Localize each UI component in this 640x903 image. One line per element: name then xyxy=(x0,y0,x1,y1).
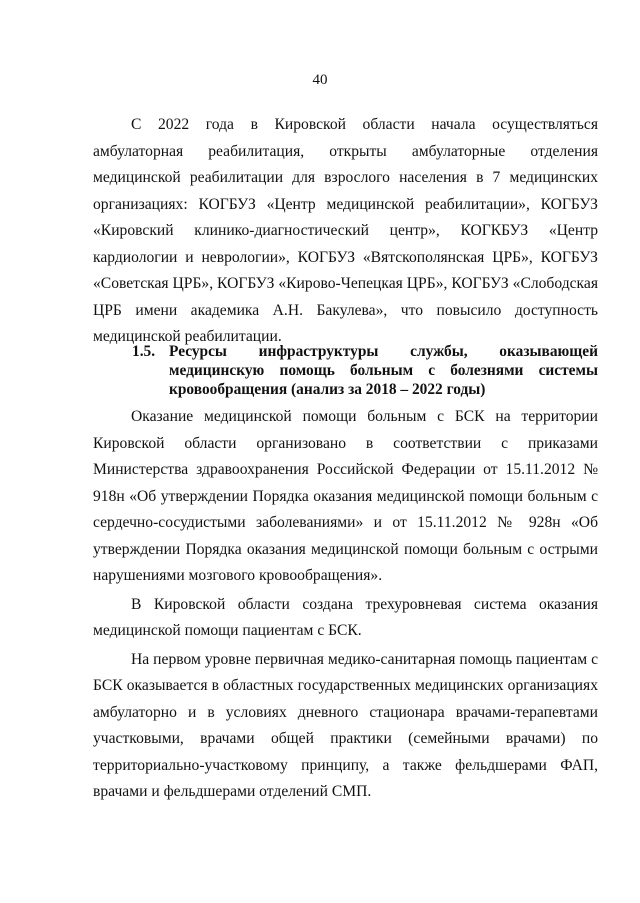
section-body xyxy=(93,404,598,806)
section-heading xyxy=(93,342,598,399)
section-number: 1.5. xyxy=(132,343,156,360)
body-paragraph-3: На первом уровне первичная медико-санитарная помощь пациентам с БСК оказывается в областных государственных медицинских организациях амбулаторно и в условиях дневного стационара врачами-терапевтами участковыми, врачами общей практики (семейными врачами) по территориально-участковому принципу, а также фельдшерами ФАП, врачами и фельдшерами отделений СМП. xyxy=(93,650,598,800)
body-paragraph-2: В Кировской области создана трехуровневая система оказания медицинской помощи пациентам с БСК. xyxy=(93,595,598,639)
section-title: Ресурсы инфраструктуры службы, оказывающей медицинскую помощь больным с болезнями системы кровообращения (анализ за 2018 – 2022 годы) xyxy=(169,343,598,398)
intro-paragraph: С 2022 года в Кировской области начала осуществляться амбулаторная реабилитация, открыты амбулаторные отделения медицинской реабилитации для взрослого населения в 7 медицинских организациях: КОГБУЗ «Центр медицинской реабилитации», КОГБУЗ «Кировский клинико-диагностический центр», КОГКБУЗ «Центр кардиологии и неврологии», КОГБУЗ «Вятскополянская ЦРБ», КОГБУЗ «Советская ЦРБ», КОГБУЗ «Кирово-Чепецкая ЦРБ», КОГБУЗ «Слободская ЦРБ имени академика А.Н. Бакулева», что повысило доступность медицинской реабилитации. xyxy=(93,116,598,345)
intro-section xyxy=(93,112,598,351)
page-number: 40 xyxy=(312,72,328,88)
body-paragraph-1: Оказание медицинской помощи больным с БСК на территории Кировской области организовано в соответствии с приказами Министерства здравоохранения Российской Федерации от 15.11.2012 № 918н «Об утверждении Порядка оказания медицинской помощи больным с сердечно-сосудистыми заболеваниями» и от 15.11.2012 № 928н «Об утверждении Порядка оказания медицинской помощи больным с острыми нарушениями мозгового кровообращения». xyxy=(93,408,598,584)
